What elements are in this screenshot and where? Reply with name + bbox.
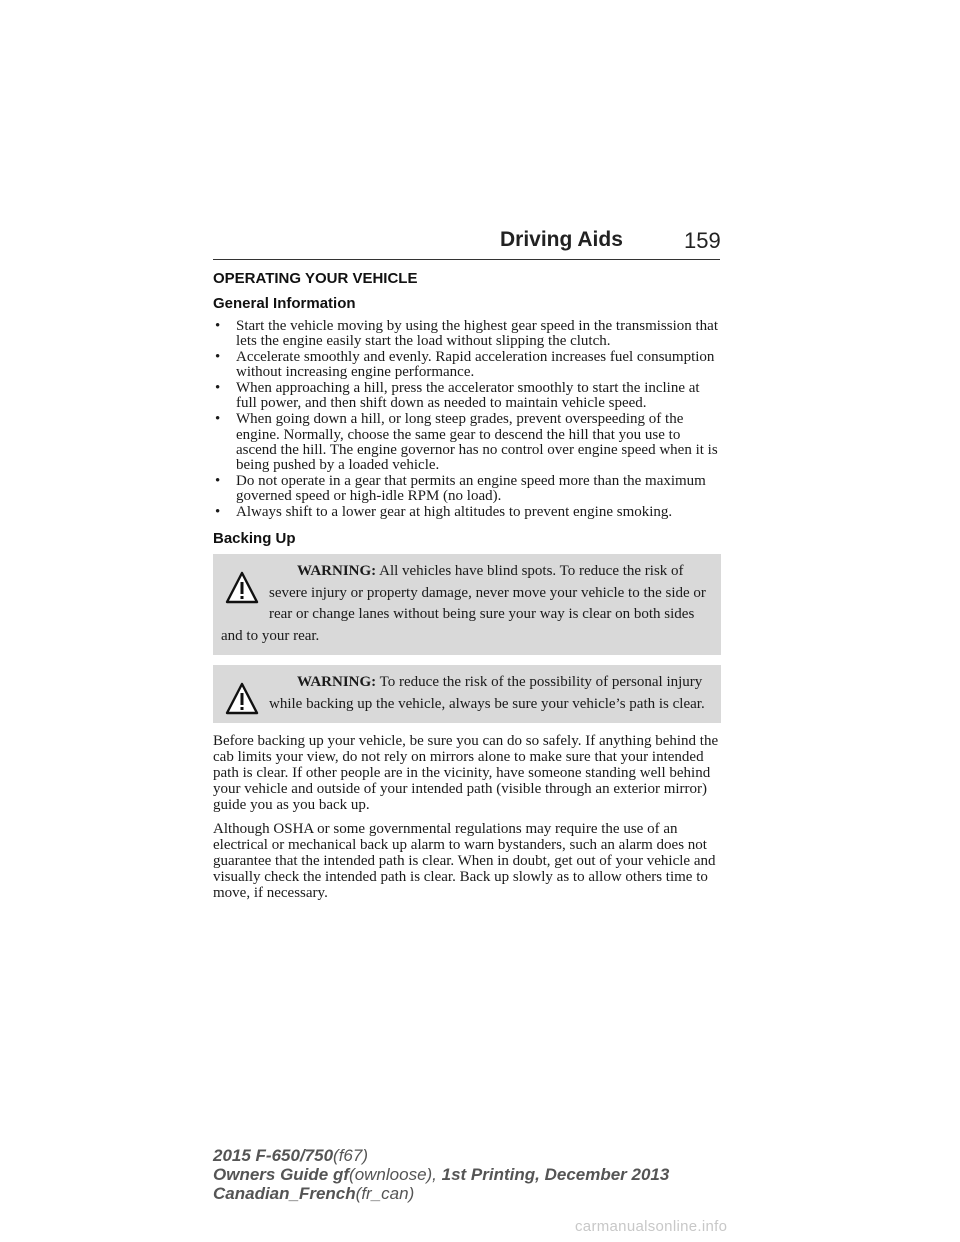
warning-triangle-icon: [225, 571, 259, 605]
warning-label: WARNING:: [297, 563, 377, 580]
list-item: • Do not operate in a gear that permits an engine speed more than the maximum governed speed or high-idle RPM (no load).: [215, 472, 706, 505]
list-item: • Start the vehicle moving by using the highest gear speed in the transmission that lets the engine easily start the load without slipping the clutch.: [215, 318, 718, 350]
body-paragraph: Although OSHA or some governmental regulations may require the use of an electrical or mechanical back up alarm to warn bystanders, such an alarm does not guarantee that the intended path is clear. When in doubt, get out of your vehicle and visually check the intended path is clear. Back up slowly as to allow others time to move, if necessary.: [213, 821, 716, 902]
warning-triangle-icon: [225, 682, 259, 716]
warning-box: [213, 665, 721, 723]
header-rule: [213, 259, 720, 260]
warning-label: WARNING:: [297, 674, 377, 691]
list-item: • Accelerate smoothly and evenly. Rapid acceleration increases fuel consumption without increasing engine performance.: [215, 349, 715, 381]
backing-up-heading: Backing Up: [213, 530, 296, 548]
footer-line: Canadian_French(fr_can): [213, 1184, 415, 1203]
page-content: [213, 270, 721, 909]
footer-line: Owners Guide gf(ownloose), 1st Printing, December 2013: [213, 1165, 670, 1184]
list-item: • When approaching a hill, press the accelerator smoothly to start the incline at full power, and then shift down as needed to maintain vehicle speed.: [215, 380, 700, 412]
general-information-list: [213, 319, 721, 520]
page-number: 159: [684, 228, 721, 253]
list-item: • Always shift to a lower gear at high altitudes to prevent engine smoking.: [215, 504, 673, 521]
print-footer: [213, 1146, 669, 1203]
body-paragraph: Before backing up your vehicle, be sure you can do so safely. If anything behind the cab limits your view, do not rely on mirrors alone to make sure that your intended path is clear. If other people are in the vicinity, have someone standing well behind your vehicle and outside of your intended path (visible through an exterior mirror) guide you as you back up.: [213, 733, 719, 814]
footer-line: 2015 F-650/750(f67): [213, 1146, 369, 1165]
watermark: carmanualsonline.info: [575, 1218, 728, 1235]
section-heading: OPERATING YOUR VEHICLE: [213, 270, 418, 287]
warning-text: To reduce the risk of the possibility of personal injury while backing up the vehicle, always be sure your vehicle’s path is clear.: [269, 674, 705, 712]
page-title: Driving Aids: [500, 228, 623, 251]
list-item: • When going down a hill, or long steep grades, prevent overspeeding of the engine. Normally, choose the same gear to descend the hill that you use to ascend the hill. The engine governor has no control over engine speed when it is being pushed by a loaded vehicle.: [215, 411, 718, 474]
warning-text: All vehicles have blind spots. To reduce the risk of severe injury or property damage, never move your vehicle to the side or rear or change lanes without being sure your way is clear on both sides and to your rear.: [221, 563, 706, 644]
general-information-heading: General Information: [213, 295, 356, 312]
warning-box: [213, 554, 721, 655]
